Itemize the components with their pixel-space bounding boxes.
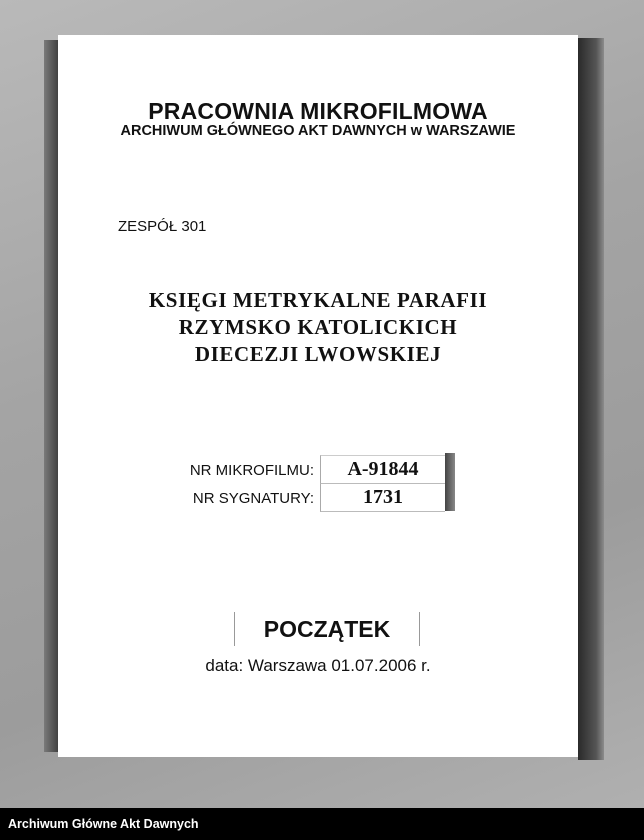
archive-name: ARCHIWUM GŁÓWNEGO AKT DAWNYCH w WARSZAWIE (120, 123, 516, 139)
microfilm-number-value: A-91844 (320, 455, 445, 484)
footer-bar (0, 808, 644, 840)
collection-title-line-3: DIECEZJI LWOWSKIEJ (194, 342, 442, 366)
signature-number-label: NR SYGNATURY: (192, 490, 314, 507)
signature-number-value: 1731 (320, 484, 445, 512)
fonds-number: ZESPÓŁ 301 (118, 218, 207, 235)
microfilm-target-sheet (58, 35, 578, 757)
microfilm-number-label: NR MIKROFILMU: (189, 462, 314, 479)
collection-title-line-2: RZYMSKO KATOLICKICH (178, 315, 458, 339)
lab-name: PRACOWNIA MIKROFILMOWA (148, 98, 488, 124)
date-line: data: Warszawa 01.07.2006 r. (205, 656, 431, 675)
start-marker: POCZĄTEK (234, 612, 420, 646)
page-shadow-right (578, 38, 604, 760)
number-box-shadow (445, 453, 455, 511)
footer-caption: Archiwum Główne Akt Dawnych (8, 817, 199, 831)
collection-title-line-1: KSIĘGI METRYKALNE PARAFII (148, 288, 488, 312)
